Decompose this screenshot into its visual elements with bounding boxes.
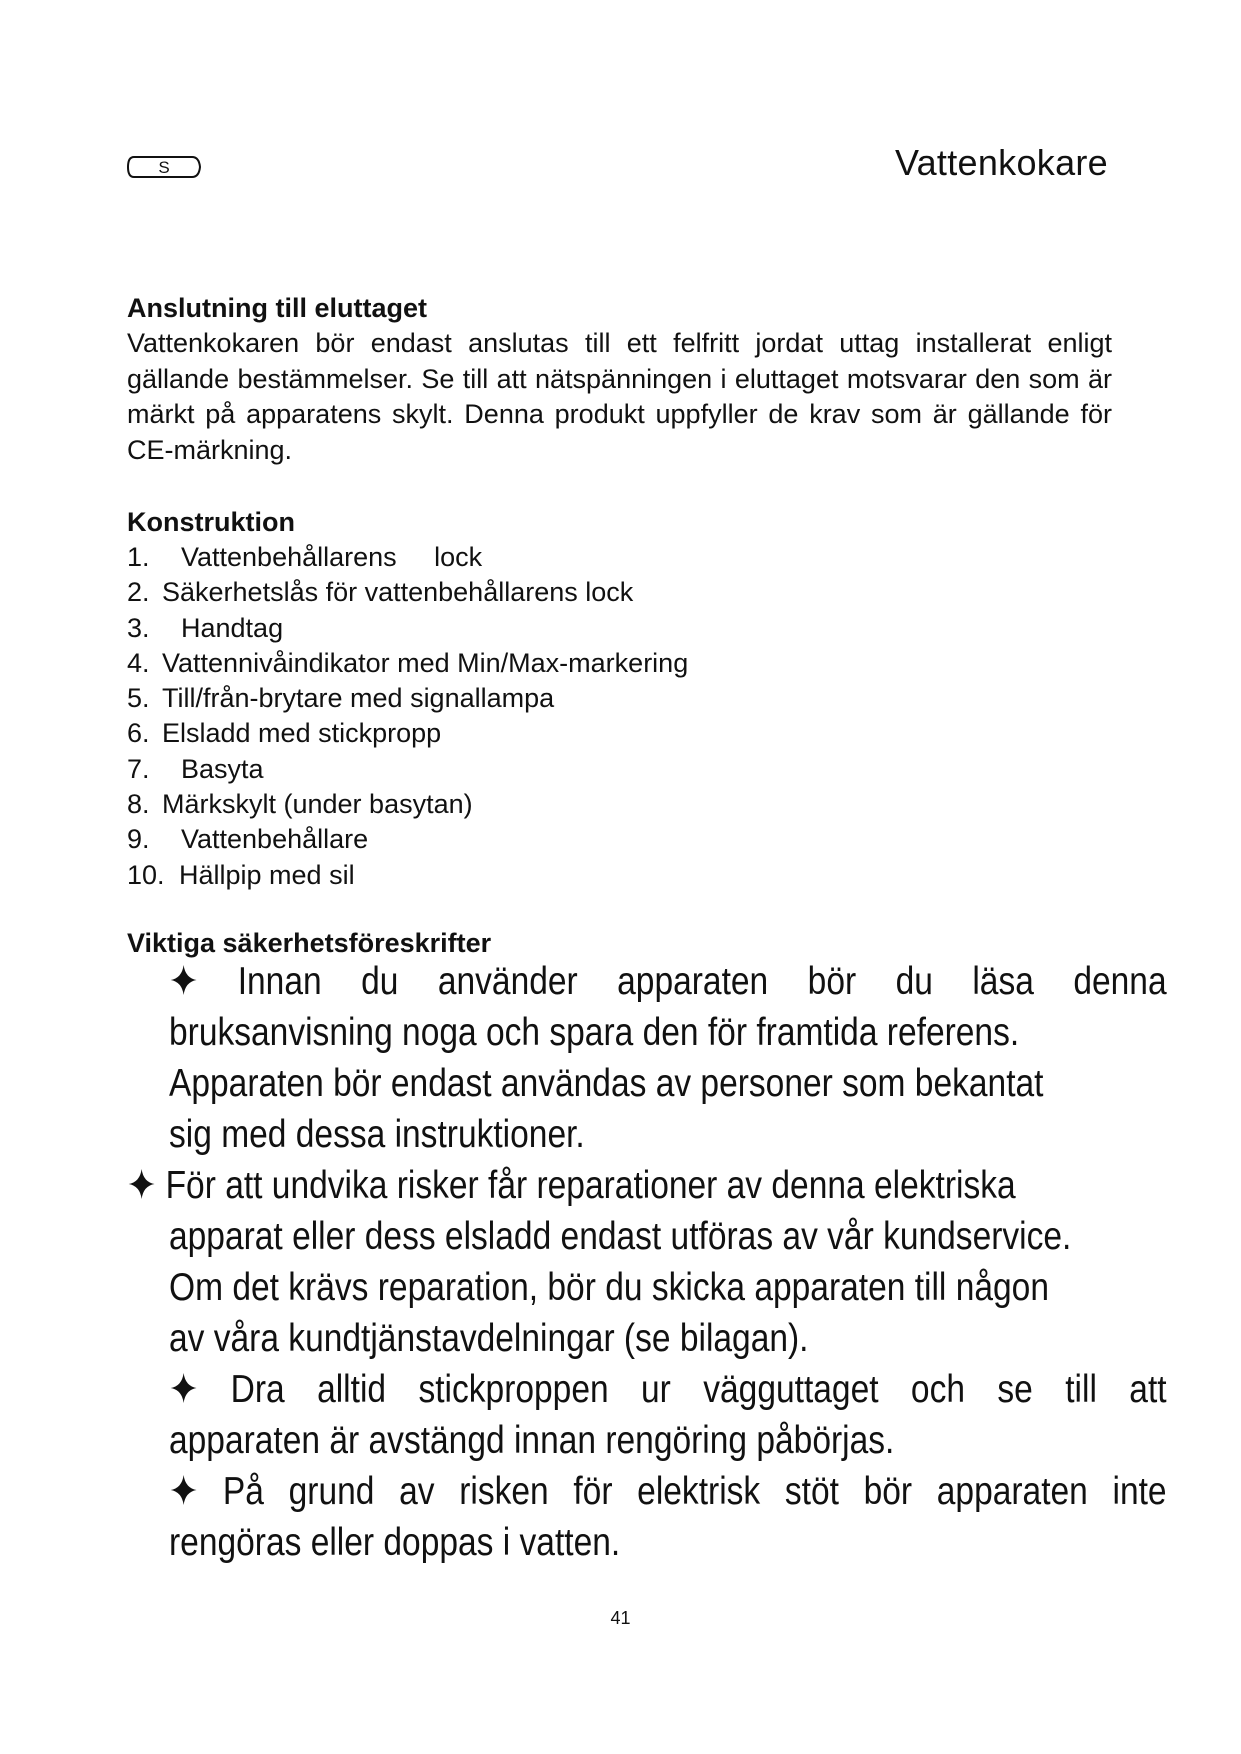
language-code: S xyxy=(158,158,170,177)
bullet-star-icon xyxy=(127,1167,156,1201)
list-item: 7. Basyta xyxy=(127,753,264,784)
section-heading: Viktiga säkerhetsföreskrifter xyxy=(127,927,492,958)
list-item: 4. Vattennivåindikator med Min/Max-markering xyxy=(127,647,689,678)
safety-line: apparat eller dess elsladd endast utföras av vår kundservice. xyxy=(169,1215,1072,1258)
safety-line: rengöras eller doppas i vatten. xyxy=(169,1521,621,1564)
list-item: 8. Märkskylt (under basytan) xyxy=(127,789,473,820)
bullet-star-icon xyxy=(169,1371,198,1405)
list-item: 1. Vattenbehållarens lock xyxy=(127,542,483,572)
safety-line: av våra kundtjänstavdelningar (se bilagan). xyxy=(169,1317,809,1360)
safety-item-cont xyxy=(169,1211,1124,1364)
safety-line: sig med dessa instruktioner. xyxy=(169,1113,585,1156)
safety-item xyxy=(169,1466,1167,1517)
list-item: 9. Vattenbehållare xyxy=(127,824,369,855)
language-badge xyxy=(126,152,202,182)
list-item: 6. Elsladd med stickpropp xyxy=(127,718,442,749)
safety-line: Dra alltid stickproppen ur vägguttaget och se till att xyxy=(169,1364,1167,1415)
bullet-star-icon xyxy=(169,1473,198,1507)
safety-line: bruksanvisning noga och spara den för framtida referens. xyxy=(169,1011,1020,1054)
main-content xyxy=(127,290,1127,961)
safety-list xyxy=(127,956,1167,1568)
section-paragraph: Vattenkokaren bör endast anslutas till ett felfritt jordat uttag installerat enligt gällande bestämmelser. Se till att nätspänningen i eluttaget motsvarar den som är märkt på apparatens skylt. Denna produkt uppfyller de krav som är gällande för CE-märkning. xyxy=(127,328,1112,465)
safety-item xyxy=(127,1160,1167,1211)
section-heading: Anslutning till eluttaget xyxy=(127,293,427,323)
list-item: 3. Handtag xyxy=(127,612,284,643)
section-construction xyxy=(127,504,1127,893)
safety-line: Innan du använder apparaten bör du läsa denna xyxy=(169,956,1167,1007)
bullet-star-icon xyxy=(169,963,198,997)
list-item: 10. Hällpip med sil xyxy=(127,859,355,890)
safety-line: apparaten är avstängd innan rengöring påbörjas. xyxy=(169,1419,895,1462)
safety-item-cont xyxy=(169,1517,1124,1568)
safety-line: Om det krävs reparation, bör du skicka apparaten till någon xyxy=(169,1266,1049,1309)
page-number: 41 xyxy=(610,1608,631,1628)
safety-item xyxy=(169,1364,1167,1415)
safety-line: Apparaten bör endast användas av personer som bekantat xyxy=(169,1062,1044,1105)
section-heading: Konstruktion xyxy=(127,507,295,537)
safety-line: På grund av risken för elektrisk stöt bör apparaten inte xyxy=(169,1466,1167,1517)
parts-list xyxy=(127,540,1127,893)
section-connection xyxy=(127,290,1127,468)
safety-item-cont xyxy=(169,1415,1124,1466)
safety-item xyxy=(169,956,1167,1007)
safety-item-cont xyxy=(169,1007,1124,1160)
list-item: 5. Till/från-brytare med signallampa xyxy=(127,683,555,714)
page-title: Vattenkokare xyxy=(894,142,1108,183)
safety-line: För att undvika risker får reparationer av denna elektriska xyxy=(127,1160,1167,1211)
list-item: 2. Säkerhetslås för vattenbehållarens lock xyxy=(127,577,634,608)
